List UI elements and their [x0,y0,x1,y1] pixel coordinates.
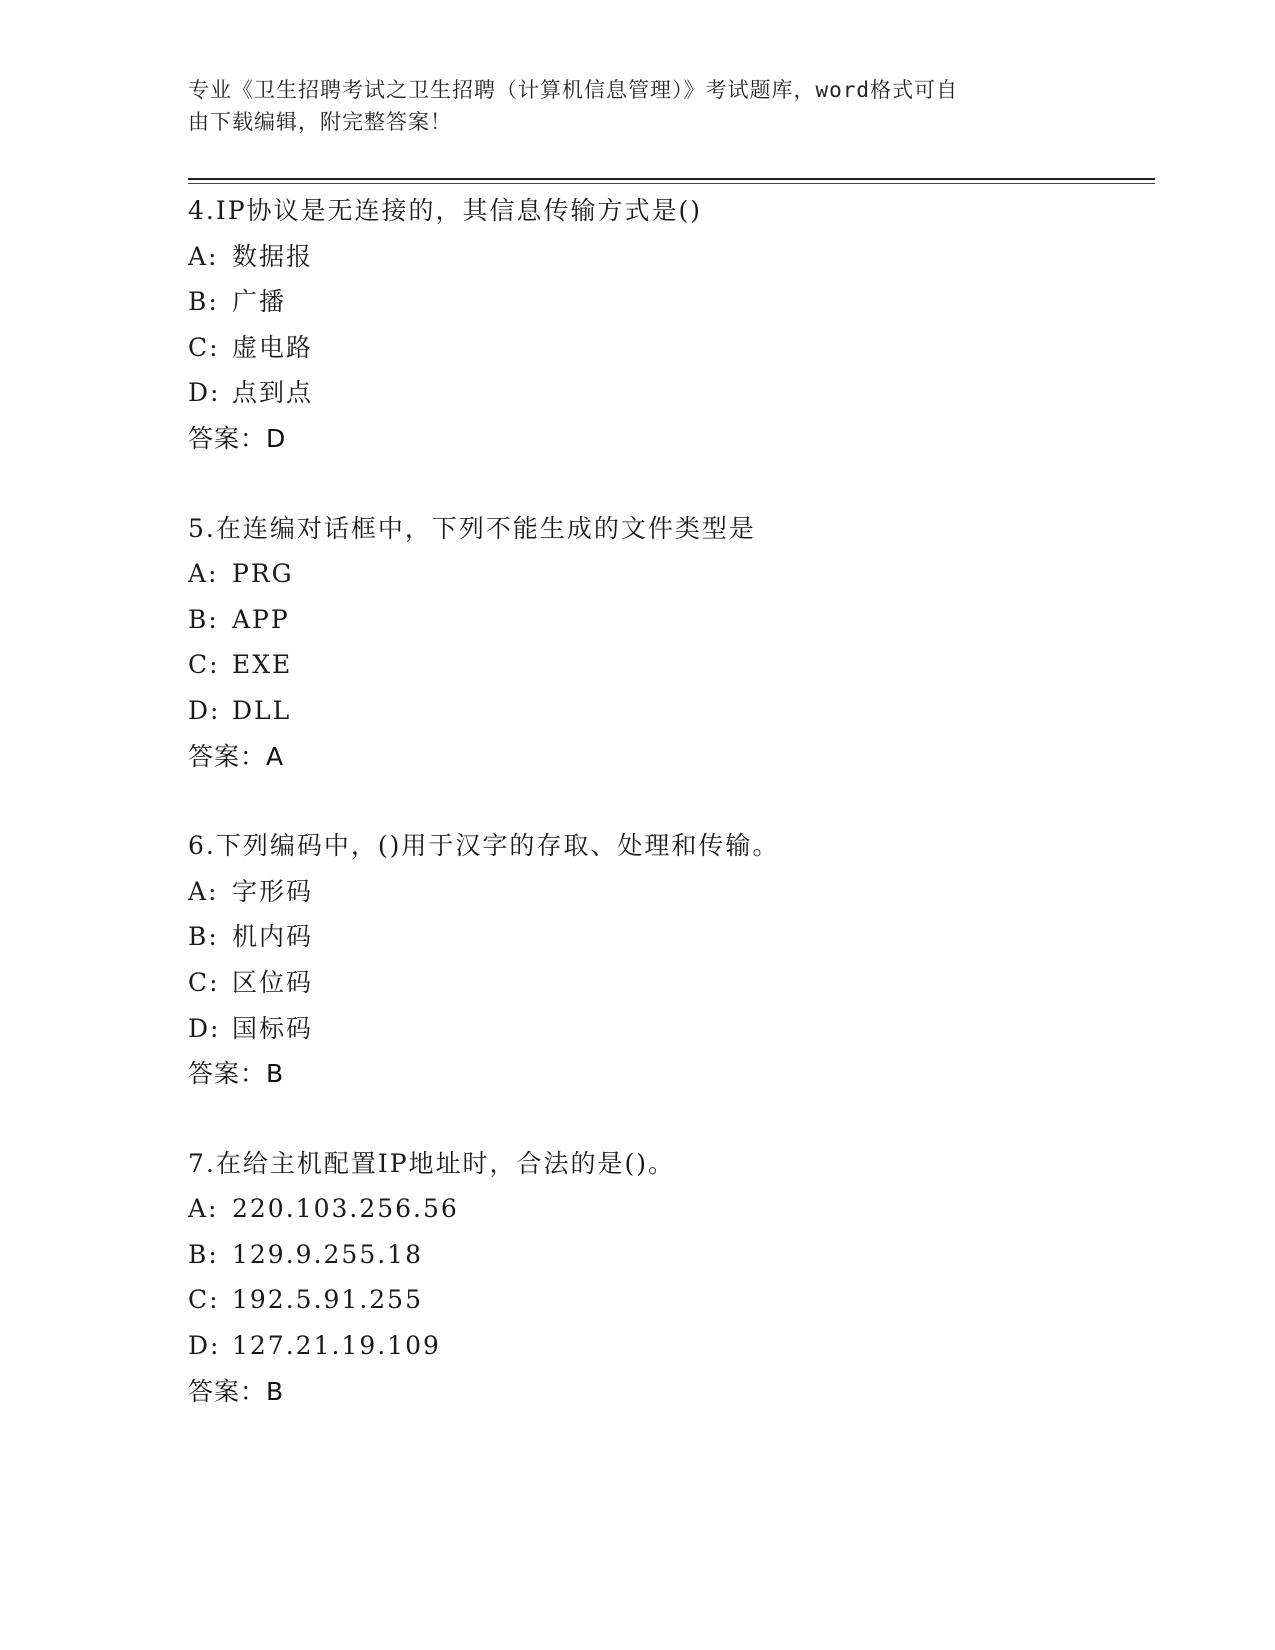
option-letter: C: [188,332,220,362]
answer-line: 答案：A [188,741,285,771]
option-a [188,234,1148,280]
option-text: 192.5.91.255 [232,1285,423,1315]
option-letter: D: [188,1331,221,1361]
question-item [188,823,1148,1097]
option-letter: C: [188,967,220,997]
option-text: 字形码 [232,876,314,906]
option-b [188,914,1148,960]
question-item [188,1141,1148,1415]
question-text: 4.IP协议是无连接的，其信息传输方式是() [188,196,703,225]
option-letter: B: [188,922,219,952]
option-text: 127.21.19.109 [232,1331,441,1361]
option-d [188,1006,1148,1052]
header-divider-thin [188,183,1155,184]
option-letter: B: [188,287,219,317]
header-line-2: 由下载编辑，附完整答案！ [188,110,452,134]
option-c [188,325,1148,371]
option-letter: A: [188,241,219,271]
option-d [188,370,1148,416]
option-b [188,279,1148,325]
option-letter: D: [188,695,221,725]
option-letter: A: [188,559,219,589]
option-text: PRG [232,559,294,589]
option-c [188,960,1148,1006]
option-text: 虚电路 [232,332,314,362]
question-text: 6.下列编码中，()用于汉字的存取、处理和传输。 [188,831,780,861]
question-list [188,188,1148,1458]
answer-line: 答案：B [188,1376,285,1406]
option-d [188,1323,1148,1369]
header-divider-thick [188,178,1155,180]
answer-line: 答案：D [188,423,287,453]
option-letter: C: [188,650,220,680]
question-text: 5.在连编对话框中，下列不能生成的文件类型是 [188,513,756,543]
option-text: 国标码 [232,1013,314,1043]
question-item [188,188,1148,462]
option-letter: A: [188,876,219,906]
document-header [188,74,1088,138]
option-c [188,1277,1148,1323]
option-a [188,1186,1148,1232]
option-letter: B: [188,1239,219,1269]
option-text: 220.103.256.56 [232,1194,459,1224]
option-text: 129.9.255.18 [232,1239,423,1269]
option-letter: C: [188,1285,220,1315]
option-text: 广播 [232,287,287,317]
option-text: EXE [232,650,293,680]
option-text: APP [232,604,290,634]
question-text: 7.在给主机配置IP地址时，合法的是()。 [188,1148,676,1178]
option-letter: D: [188,1013,221,1043]
option-text: 点到点 [232,378,314,408]
option-text: 数据报 [232,241,314,271]
option-a [188,551,1148,597]
option-d [188,688,1148,734]
option-b [188,1232,1148,1278]
option-letter: B: [188,604,219,634]
option-letter: A: [188,1194,219,1224]
header-line-1: 专业《卫生招聘考试之卫生招聘（计算机信息管理）》考试题库，word格式可自 [188,78,959,102]
question-item [188,506,1148,780]
option-text: 区位码 [232,967,314,997]
option-text: DLL [232,695,292,725]
answer-line: 答案：B [188,1059,285,1089]
option-letter: D: [188,378,221,408]
option-a [188,869,1148,915]
option-text: 机内码 [232,922,314,952]
option-c [188,642,1148,688]
option-b [188,597,1148,643]
